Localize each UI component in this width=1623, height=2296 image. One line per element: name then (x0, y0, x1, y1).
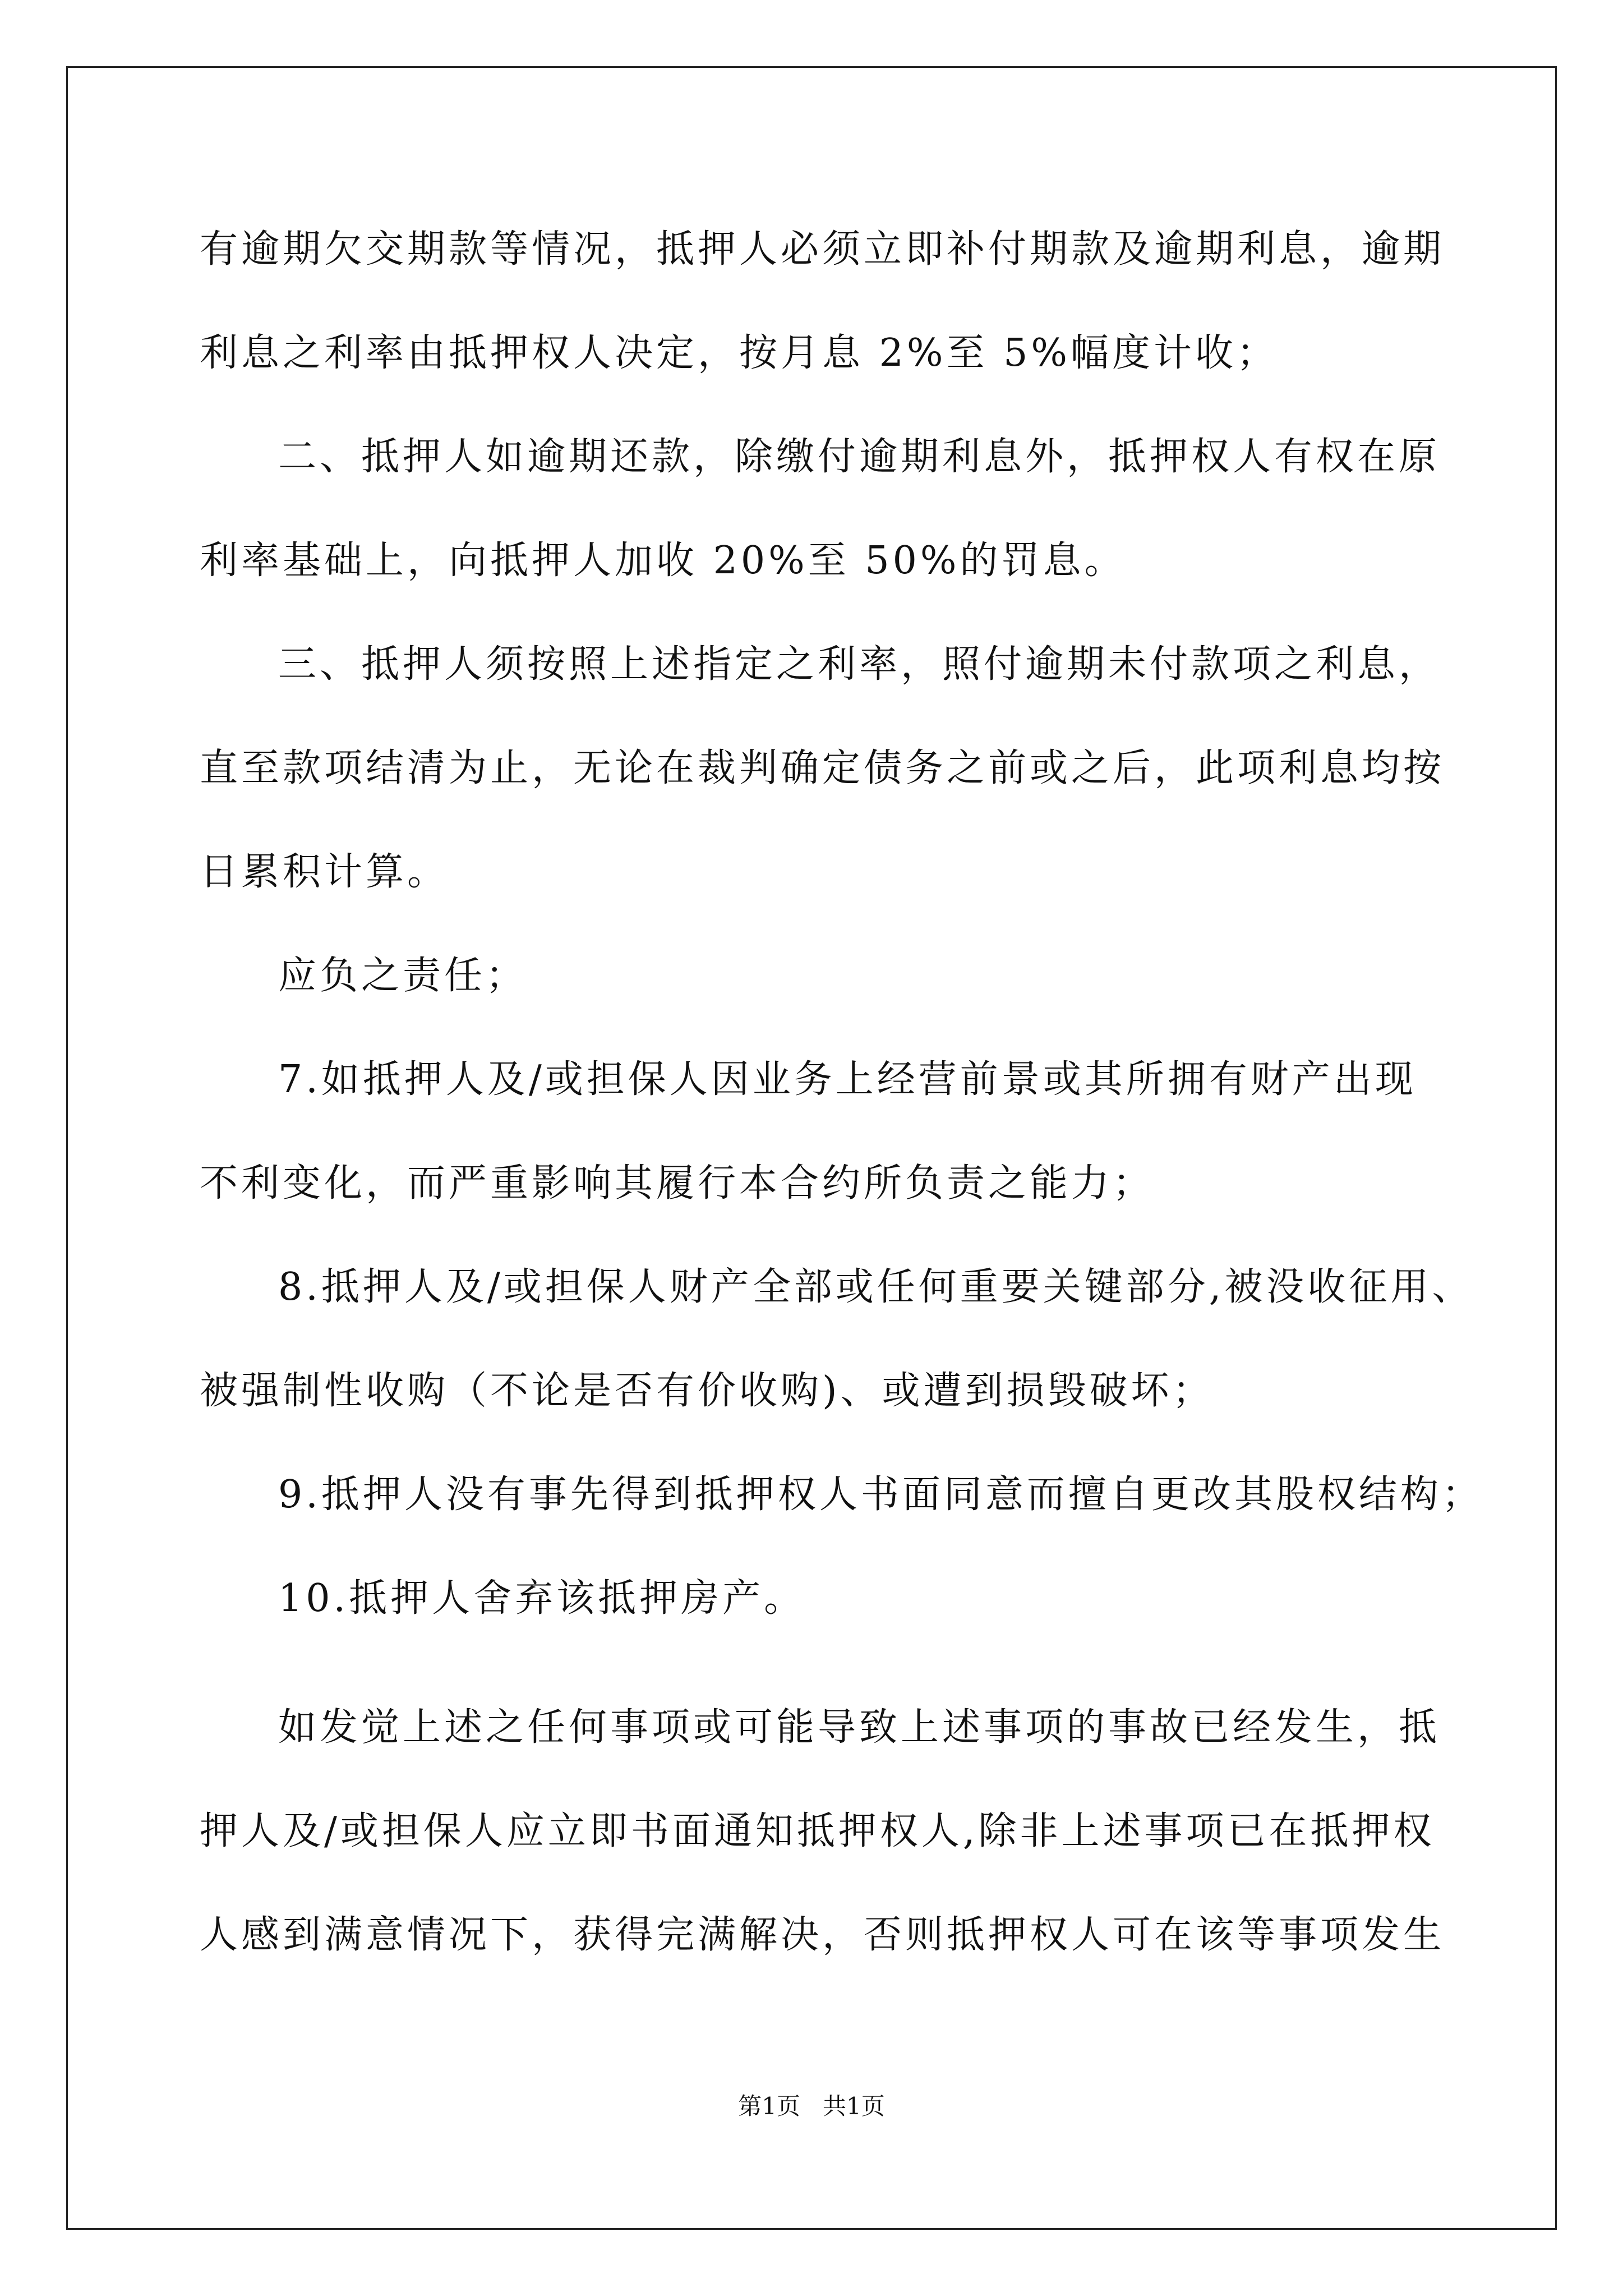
text-line-7: 日累积计算。 (200, 850, 449, 894)
text-line-5: 三、抵押人须按照上述指定之利率，照付逾期未付款项之利息， (278, 642, 1441, 687)
text-line-2: 利息之利率由抵押权人决定，按月息 2%至 5%幅度计收； (200, 331, 1278, 375)
page-border (66, 66, 1557, 2230)
text-line-15: 如发觉上述之任何事项或可能导致上述事项的事故已经发生，抵 (278, 1705, 1441, 1750)
text-line-8: 应负之责任； (278, 954, 528, 998)
text-line-1: 有逾期欠交期款等情况，抵押人必须立即补付期款及逾期利息，逾期 (200, 227, 1445, 272)
text-line-17: 人感到满意情况下，获得完满解决，否则抵押权人可在该等事项发生 (200, 1913, 1445, 1957)
text-line-11: 8.抵押人及/或担保人财产全部或任何重要关键部分,被没收征用、 (278, 1265, 1474, 1309)
text-line-6: 直至款项结清为止，无论在裁判确定债务之前或之后，此项利息均按 (200, 746, 1445, 790)
text-line-12: 被强制性收购（不论是否有价收购)、或遭到损毁破坏； (200, 1369, 1214, 1413)
text-line-10: 不利变化，而严重影响其履行本合约所负责之能力； (200, 1161, 1155, 1205)
page-number-footer: 第1页 共1页 (738, 2092, 885, 2120)
text-line-16: 押人及/或担保人应立即书面通知抵押权人,除非上述事项已在抵押权 (200, 1809, 1435, 1853)
text-line-13: 9.抵押人没有事先得到抵押权人书面同意而擅自更改其股权结构； (278, 1473, 1483, 1517)
text-line-3: 二、抵押人如逾期还款，除缴付逾期利息外，抵押权人有权在原 (278, 435, 1441, 479)
text-line-4: 利率基础上，向抵押人加收 20%至 50%的罚息。 (200, 539, 1126, 583)
text-line-9: 7.如抵押人及/或担保人因业务上经营前景或其所拥有财产出现 (278, 1057, 1417, 1102)
text-line-14: 10.抵押人舍弃该抵押房产。 (278, 1576, 806, 1621)
